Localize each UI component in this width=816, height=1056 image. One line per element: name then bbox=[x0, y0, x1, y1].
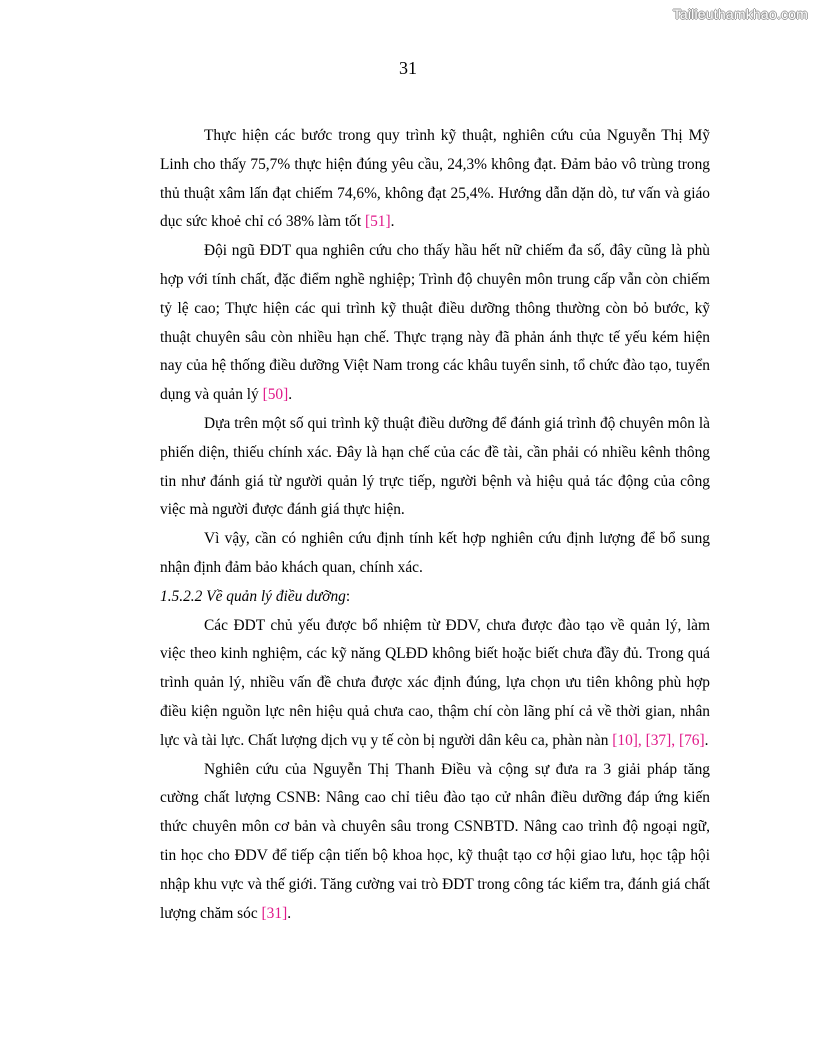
section-heading-text: 1.5.2.2 Về quản lý điều dưỡng bbox=[160, 587, 346, 605]
paragraph-text: Vì vậy, cần có nghiên cứu định tính kết hợp nghiên cứu định lượng để bổ sung nhận định đảm bảo khách quan, chính xác. bbox=[160, 530, 710, 576]
watermark: Tailieuthamkhao.com bbox=[672, 6, 808, 22]
citation-link[interactable]: [10], [37], [76] bbox=[612, 731, 705, 749]
paragraph-text: Dựa trên một số qui trình kỹ thuật điều dưỡng để đánh giá trình độ chuyên môn là phiến diện, thiếu chính xác. Đây là hạn chế của các đề tài, cần phải có nhiều kênh thông tin như đánh giá từ người quản lý trực tiếp, người bệnh và hiệu quả tác động của công việc mà người được đánh giá thực hiện. bbox=[160, 414, 710, 519]
citation-link[interactable]: [31] bbox=[261, 904, 288, 922]
paragraph bbox=[160, 612, 710, 756]
paragraph bbox=[160, 525, 710, 583]
document-body bbox=[160, 122, 710, 928]
paragraph-end: . bbox=[288, 386, 293, 404]
paragraph bbox=[160, 122, 710, 237]
section-heading-colon: : bbox=[345, 587, 351, 605]
section-heading bbox=[160, 583, 710, 612]
paragraph bbox=[160, 756, 710, 929]
page-number: 31 bbox=[399, 58, 417, 78]
paragraph-text: Đội ngũ ĐDT qua nghiên cứu cho thấy hầu hết nữ chiếm đa số, đây cũng là phù hợp với tính chất, đặc điểm nghề nghiệp; Trình độ chuyên môn trung cấp vẫn còn chiếm tỷ lệ cao; Thực hiện các qui trình kỹ thuật điều dưỡng thông thường còn bỏ bước, kỹ thuật chuyên sâu còn nhiều hạn chế. Thực trạng này đã phản ánh thực tế yếu kém hiện nay của hệ thống điều dưỡng Việt Nam trong các khâu tuyển sinh, tổ chức đào tạo, tuyển dụng và quản lý bbox=[160, 242, 710, 404]
paragraph-text: Nghiên cứu của Nguyễn Thị Thanh Điều và cộng sự đưa ra 3 giải pháp tăng cường chất lượng CSNB: Nâng cao chỉ tiêu đào tạo cử nhân điều dưỡng đáp ứng kiến thức chuyên môn cơ bản và chuyên sâu trong CSNBTD. Nâng cao trình độ ngoại ngữ, tin học cho ĐDV để tiếp cận tiến bộ khoa học, kỹ thuật tạo cơ hội giao lưu, học tập hội nhập khu vực và thế giới. Tăng cường vai trò ĐDT trong công tác kiểm tra, đánh giá chất lượng chăm sóc bbox=[160, 760, 710, 922]
paragraph bbox=[160, 237, 710, 410]
paragraph-end: . bbox=[287, 904, 292, 922]
paragraph bbox=[160, 410, 710, 525]
citation-link[interactable]: [51] bbox=[364, 213, 391, 231]
citation-link[interactable]: [50] bbox=[262, 386, 289, 404]
paragraph-text: Thực hiện các bước trong quy trình kỹ thuật, nghiên cứu của Nguyễn Thị Mỹ Linh cho thấy 75,7% thực hiện đúng yêu cầu, 24,3% không đạt. Đảm bảo vô trùng trong thủ thuật xâm lấn đạt chiếm 74,6%, không đạt 25,4%. Hướng dẫn dặn dò, tư vấn và giáo dục sức khoẻ chỉ có 38% làm tốt bbox=[160, 127, 710, 231]
paragraph-end: . bbox=[390, 213, 395, 231]
paragraph-text: Các ĐDT chủ yếu được bổ nhiệm từ ĐDV, chưa được đào tạo về quản lý, làm việc theo kinh nghiệm, các kỹ năng QLĐD không biết hoặc biết chưa đầy đủ. Trong quá trình quản lý, nhiều vấn đề chưa được xác định đúng, lựa chọn ưu tiên không phù hợp điều kiện nguồn lực nên hiệu quả chưa cao, thậm chí còn lãng phí cả về thời gian, nhân lực và tài lực. Chất lượng dịch vụ y tế còn bị người dân kêu ca, phàn nàn bbox=[160, 616, 710, 749]
paragraph-end: . bbox=[704, 731, 709, 749]
